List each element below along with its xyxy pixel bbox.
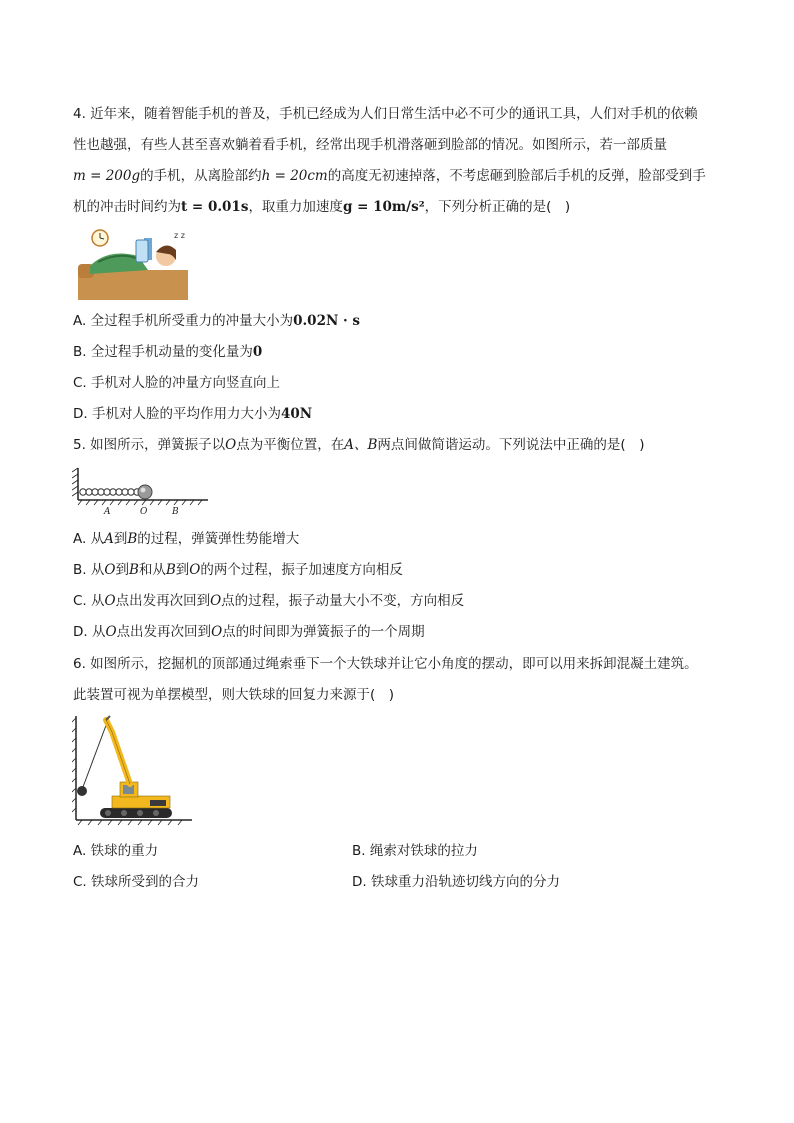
q4-stem-line-3: m = 200g的手机，从离脸部约h = 20cm的高度无初速掉落，不考虑砸到脸部后手机的反弹，脸部受到手 xyxy=(73,168,706,184)
q4-option-a[interactable]: A. 全过程手机所受重力的冲量大小为0.02N · s xyxy=(73,313,361,329)
q6-stem-line-2: 此装置可视为单摆模型，则大铁球的回复力来源于( ) xyxy=(73,687,395,703)
q4-option-c[interactable]: C. 手机对人脸的冲量方向竖直向上 xyxy=(73,375,281,391)
q5-option-a[interactable]: A. 从A到B的过程，弹簧弹性势能增大 xyxy=(73,531,300,547)
q5-option-c[interactable]: C. 从O点出发再次回到O点的过程，振子动量大小不变，方向相反 xyxy=(73,593,465,609)
spring-oscillator-diagram xyxy=(72,464,212,516)
q4-stem-line-1: 4. 近年来，随着智能手机的普及，手机已经成为人们日常生活中必不可少的通讯工具，人们对手机的依赖 xyxy=(73,106,698,122)
phone-on-face-illustration xyxy=(78,226,188,300)
q6-stem-line-1: 6. 如图所示，挖掘机的顶部通过绳索垂下一个大铁球并让它小角度的摆动，即可以用来拆卸混凝土建筑。 xyxy=(73,656,698,672)
diagram-label-o: O xyxy=(140,507,148,516)
q6-option-b[interactable]: B. 绳索对铁球的拉力 xyxy=(352,843,478,859)
q5-stem-line-1: 5. 如图所示，弹簧振子以O点为平衡位置，在A、B两点间做简谐运动。下列说法中正确的是( ) xyxy=(73,437,645,453)
q5-option-d[interactable]: D. 从O点出发再次回到O点的时间即为弹簧振子的一个周期 xyxy=(73,624,425,640)
q5-option-b[interactable]: B. 从O到B和从B到O的两个过程，振子加速度方向相反 xyxy=(73,562,403,578)
q6-option-a[interactable]: A. 铁球的重力 xyxy=(73,843,159,859)
q4-option-b[interactable]: B. 全过程手机动量的变化量为0 xyxy=(73,344,263,360)
q6-option-c[interactable]: C. 铁球所受到的合力 xyxy=(73,874,200,890)
q4-option-d[interactable]: D. 手机对人脸的平均作用力大小为40N xyxy=(73,406,313,422)
q4-stem-line-2: 性也越强，有些人甚至喜欢躺着看手机，经常出现手机滑落砸到脸部的情况。如图所示，若一部质量 xyxy=(73,137,667,153)
diagram-label-b: B xyxy=(172,507,179,516)
q4-stem-line-4: 机的冲击时间约为t = 0.01s，取重力加速度g = 10m/s²，下列分析正确的是( ) xyxy=(73,199,571,215)
diagram-label-a: A xyxy=(104,507,111,516)
q6-option-d[interactable]: D. 铁球重力沿轨迹切线方向的分力 xyxy=(352,874,560,890)
excavator-wrecking-ball-illustration xyxy=(72,714,194,826)
svg-text:z z: z z xyxy=(174,231,185,240)
